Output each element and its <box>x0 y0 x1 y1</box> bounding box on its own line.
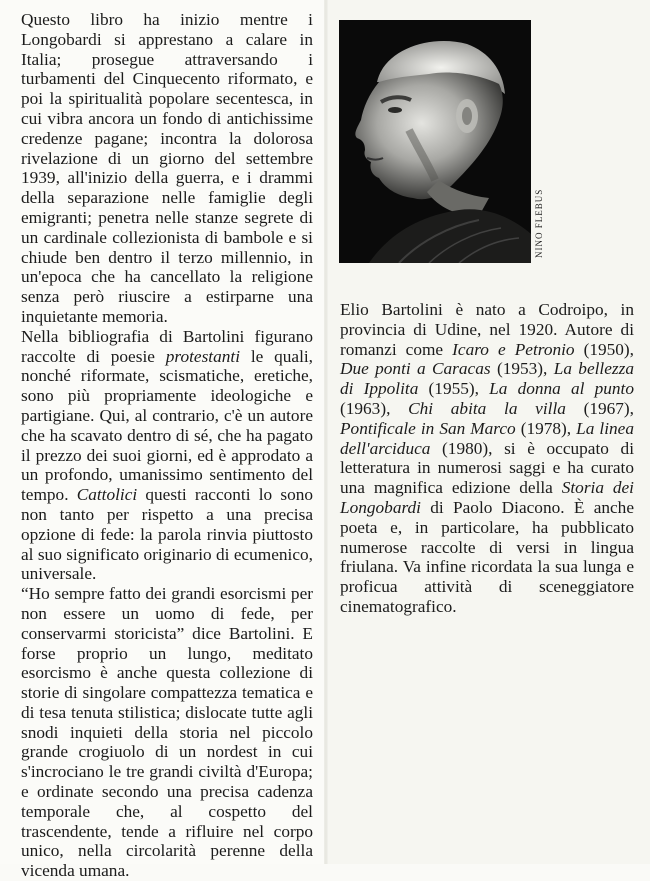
blurb-paragraph-1: Questo libro ha inizio mentre i Longobardi si apprestano a calare in Italia; prosegue attraversando i turbamenti del Cinquecento riformato, e poi la spiritualità popolare secentesca, in cui vibra ancora un fondo di antichissime credenze pagane; incontra la dolorosa rivelazione di un giorno del settembre 1939, all'inizio della guerra, e i drammi della separazione nelle famiglie degli emigranti; penetra nelle stanze segrete di un cardinale collezionista di bambole e si chiude ben dentro il terzo millennio, in un'epoca che ha cancellato la religione senza però riuscire a estirparne una inquietante memoria. <box>21 10 313 326</box>
blurb-text: Nella bibliografia di Bartolini figurano raccolte di poesie <box>21 326 313 366</box>
blurb-italic-cattolici: Cattolici <box>76 485 138 505</box>
bio-text: (1955), <box>418 379 490 399</box>
blurb-paragraph-2 <box>21 327 313 584</box>
bio-text: (1980), si è occupato di letteratura in numerosi saggi e ha curato una magnifica edizione della <box>340 438 634 498</box>
bio-text: (1967), <box>565 398 634 418</box>
bio-title: Chi abita la villa <box>408 398 566 418</box>
blurb-italic-protestanti: protestanti <box>165 346 240 366</box>
blurb-text: le quali, nonché riformate, scismatiche, eretiche, sono più propriamente ideologiche e partigiane. Qui, al contrario, c'è un autore che ha scavato dentro di sé, che ha pagato il prezzo dei suoi giorni, ed è approdato a un profondo, umanissimo sentimento del tempo. <box>21 346 313 505</box>
bio-title: La donna al punto <box>489 379 634 399</box>
photo-credit: NINO FLEBUS <box>534 188 544 258</box>
bio-title: La bellezza di Ippolita <box>340 359 634 399</box>
bio-title: La linea dell'arciduca <box>340 418 634 458</box>
bio-title: Icaro e Petronio <box>452 339 575 359</box>
bio-title: Due ponti a Caracas <box>340 359 491 379</box>
blurb-text: questi racconti lo sono non tanto per rispetto a una precisa opzione di fede: la parola rinvia piuttosto al suo significato originario di ecumenico, universale. <box>21 485 313 584</box>
bio-text: di Paolo Diacono. È anche poeta e, in particolare, ha pubblicato numerose raccolte di versi in lingua friulana. Va infine ricordata la sua lunga e proficua attività di sceneggiatore cinematografico. <box>340 497 634 616</box>
author-portrait <box>339 20 531 263</box>
blurb-column <box>21 10 313 881</box>
bio-text: (1950), <box>574 339 635 359</box>
author-portrait-image <box>339 20 531 263</box>
bio-title: Storia dei Longobardi <box>340 478 634 517</box>
bio-text: (1953), <box>490 359 554 379</box>
author-bio-paragraph <box>340 300 634 617</box>
bio-title: Pontificale in San Marco <box>340 418 516 438</box>
bio-text: Elio Bartolini è nato a Codroipo, in provincia di Udine, nel 1920. Autore di romanzi come <box>340 300 634 359</box>
bio-text: (1978), <box>515 418 577 438</box>
bio-text: (1963), <box>340 398 409 418</box>
page-fold <box>324 0 328 864</box>
author-bio <box>340 300 634 617</box>
blurb-paragraph-3: “Ho sempre fatto dei grandi esorcismi per non essere un uomo di fede, per conservarmi storicista” dice Bartolini. E forse proprio un lungo, meditato esorcismo è anche questa collezione di storie di singolare compattezza tematica e di tesa tenuta stilistica; dislocate tutte agli snodi inquieti della storia nel piccolo grande crogiuolo di un nordest in cui s'incrociano le tre grandi civiltà d'Europa; e ordinate secondo una precisa cadenza temporale che, al cospetto del trascendente, tende a rifluire nel corpo unico, nella circolarità perenne della vicenda umana. <box>21 584 313 881</box>
